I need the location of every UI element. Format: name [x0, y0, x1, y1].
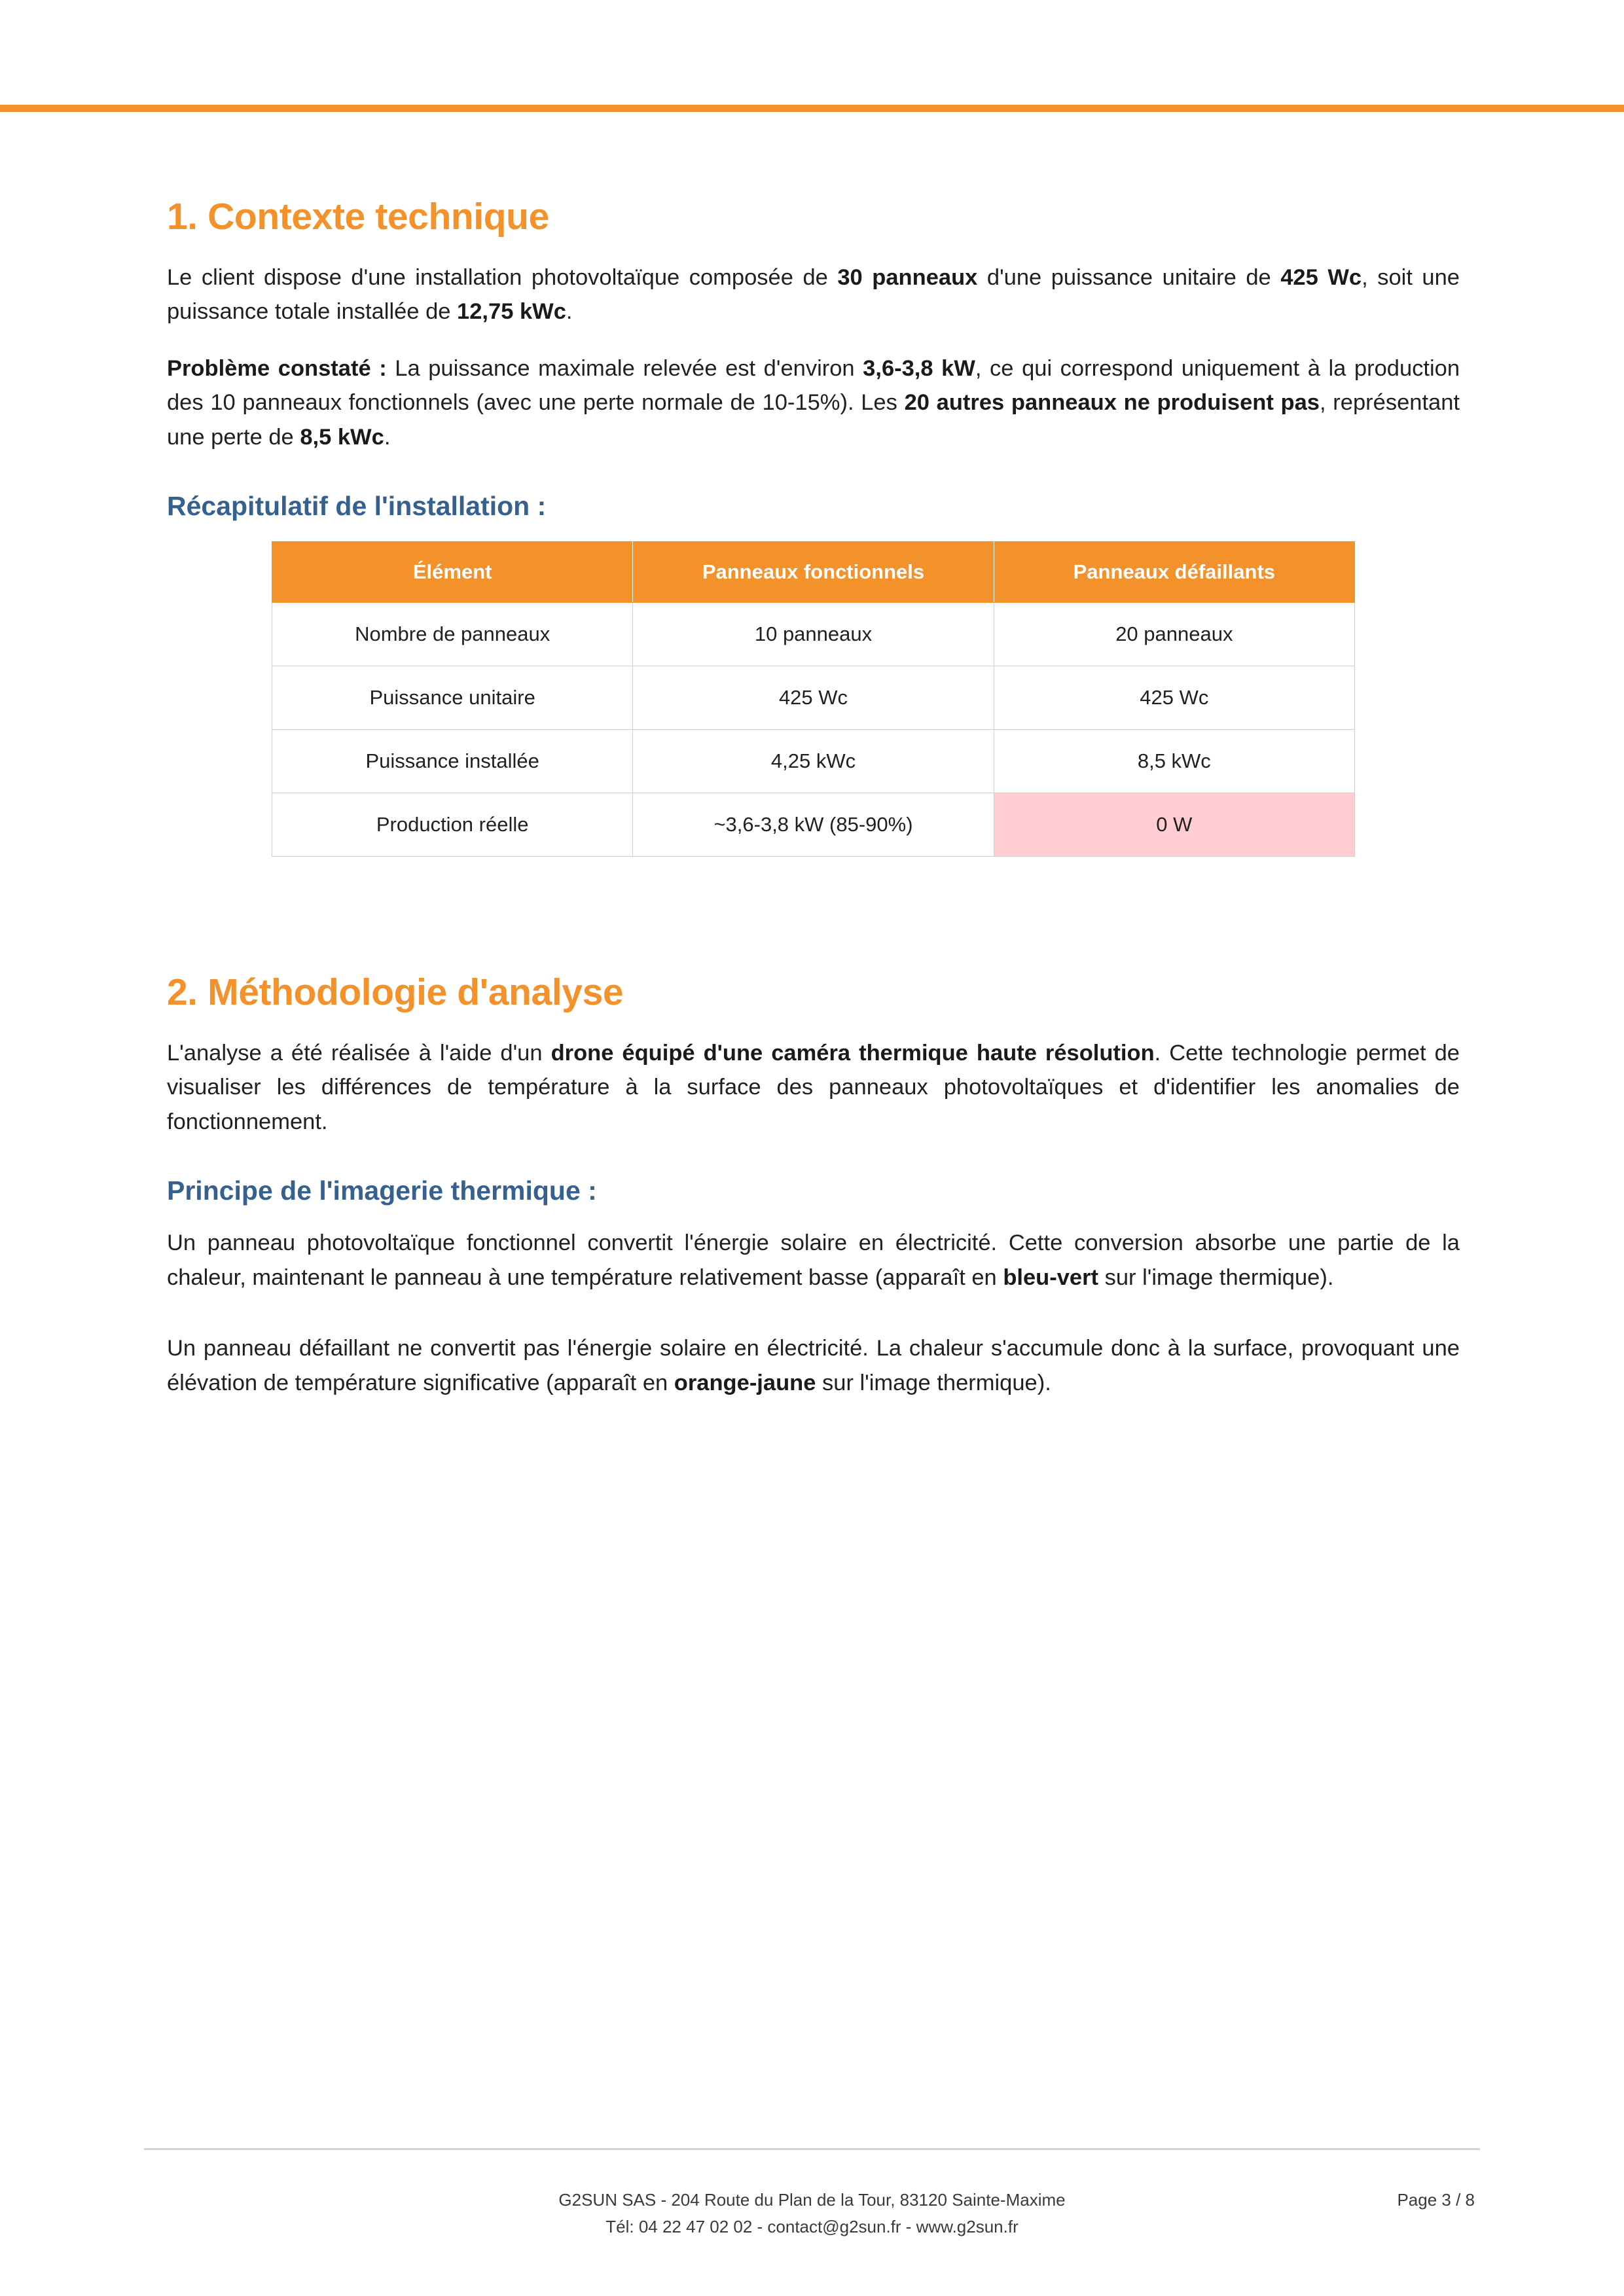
cell-row-label: Production réelle [272, 793, 633, 857]
column-header-element: Élément [272, 542, 633, 603]
cell-functional-value: ~3,6-3,8 kW (85-90%) [633, 793, 994, 857]
cell-failing-value-highlighted: 0 W [994, 793, 1354, 857]
paragraph-functional-panel-thermal [167, 1226, 1460, 1295]
table-row [272, 793, 1355, 857]
footer-divider [144, 2148, 1480, 2150]
page-number: Page 3 / 8 [1397, 2190, 1475, 2210]
column-header-functional: Panneaux fonctionnels [633, 542, 994, 603]
text-run: La puissance maximale relevée est d'environ [386, 355, 863, 381]
section-title-methodologie-analyse: 2. Méthodologie d'analyse [167, 971, 624, 1014]
text-run: , représentant une perte de [167, 390, 1460, 450]
installation-summary-table [272, 541, 1355, 857]
subsection-title-principe-imagerie: Principe de l'imagerie thermique : [167, 1175, 597, 1206]
table-row [272, 603, 1355, 666]
emphasis-panel-count: 30 panneaux [837, 264, 978, 290]
footer-content [144, 2187, 1480, 2240]
paragraph-problem-statement [167, 351, 1460, 454]
cell-row-label: Puissance unitaire [272, 666, 633, 730]
table-header-row [272, 542, 1355, 603]
paragraph-installation-overview [167, 260, 1460, 329]
emphasis-orange-yellow: orange-jaune [674, 1370, 816, 1395]
table-row [272, 730, 1355, 793]
table-head [272, 542, 1355, 603]
table-body [272, 603, 1355, 857]
column-header-failing: Panneaux défaillants [994, 542, 1354, 603]
emphasis-problem-label: Problème constaté : [167, 355, 387, 381]
spacer [167, 1317, 1460, 1331]
footer-contact-line: Tél: 04 22 47 02 02 - contact@g2sun.fr - www.g2sun.fr [605, 2216, 1019, 2236]
footer-company-address: G2SUN SAS - 204 Route du Plan de la Tour, 83120 Sainte-Maxime [558, 2190, 1066, 2210]
cell-row-label: Nombre de panneaux [272, 603, 633, 666]
emphasis-failing-panels: 20 autres panneaux ne produisent pas [904, 390, 1320, 416]
spacer [167, 857, 1460, 972]
text-run: Un panneau défaillant ne convertit pas l'énergie solaire en électricité. La chaleur s'accumule donc à la surface, provoquant une élévation de température significative (apparaît en [167, 1336, 1460, 1395]
spacer [167, 476, 1460, 491]
page-content [167, 196, 1460, 1400]
section-title-contexte-technique: 1. Contexte technique [167, 196, 549, 238]
text-run: . [566, 299, 573, 325]
cell-failing-value: 20 panneaux [994, 603, 1354, 666]
paragraph-failing-panel-thermal [167, 1331, 1460, 1400]
table-row [272, 666, 1355, 730]
text-run: Le client dispose d'une installation photovoltaïque composée de [167, 264, 838, 290]
emphasis-power-loss: 8,5 kWc [300, 424, 384, 450]
text-run: Un panneau photovoltaïque fonctionnel convertit l'énergie solaire en électricité. Cette conversion absorbe une partie de la chaleur, maintenant le panneau à une température relativement basse (apparaît en [167, 1230, 1460, 1290]
text-run: , soit une puissance totale installée de [167, 264, 1460, 325]
emphasis-unit-power: 425 Wc [1280, 264, 1362, 290]
page-footer [144, 2148, 1480, 2240]
emphasis-drone-equipment: drone équipé d'une caméra thermique haute résolution [550, 1040, 1155, 1066]
cell-functional-value: 10 panneaux [633, 603, 994, 666]
text-run: sur l'image thermique). [1098, 1265, 1334, 1290]
emphasis-measured-power: 3,6-3,8 kW [863, 355, 975, 381]
text-run: d'une puissance unitaire de [977, 264, 1281, 290]
spacer [167, 1161, 1460, 1175]
text-run: L'analyse a été réalisée à l'aide d'un [167, 1040, 551, 1066]
header-accent-rule [0, 105, 1624, 112]
emphasis-blue-green: bleu-vert [1003, 1265, 1099, 1290]
cell-failing-value: 8,5 kWc [994, 730, 1354, 793]
emphasis-total-power: 12,75 kWc [457, 299, 566, 325]
subsection-title-recapitulatif: Récapitulatif de l'installation : [167, 491, 547, 522]
text-run: . [384, 424, 391, 450]
text-run: . Cette technologie permet de visualiser les différences de température à la surface des panneaux photovoltaïques et d'identifier les anomalies de fonctionnement. [167, 1040, 1460, 1134]
text-run: sur l'image thermique). [816, 1370, 1051, 1395]
paragraph-drone-analysis [167, 1036, 1460, 1139]
cell-functional-value: 4,25 kWc [633, 730, 994, 793]
cell-row-label: Puissance installée [272, 730, 633, 793]
cell-failing-value: 425 Wc [994, 666, 1354, 730]
text-run: , ce qui correspond uniquement à la production des 10 panneaux fonctionnels (avec une perte normale de 10-15%). Les [167, 355, 1460, 416]
installation-summary-table-wrapper [272, 541, 1355, 857]
cell-functional-value: 425 Wc [633, 666, 994, 730]
